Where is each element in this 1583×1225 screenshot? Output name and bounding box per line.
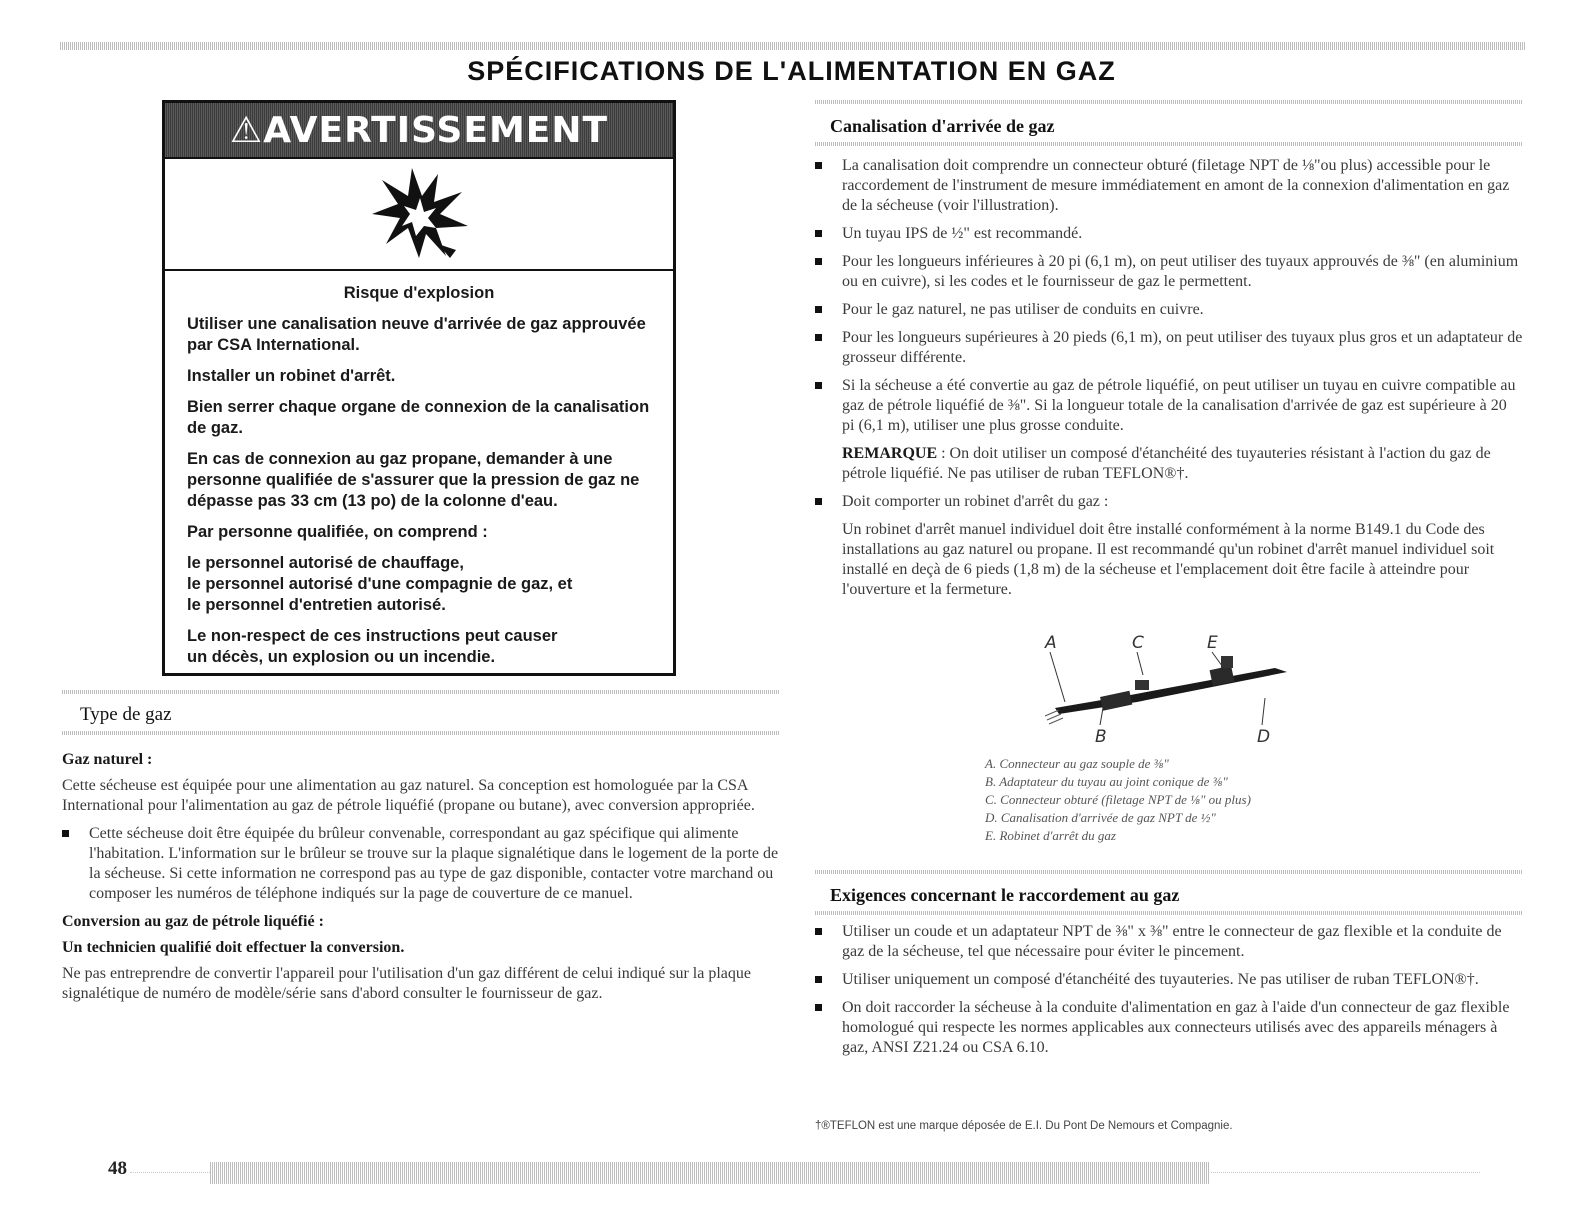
type-gaz-heading: Type de gaz	[80, 704, 172, 725]
diagram-label-d: D	[1257, 727, 1271, 747]
warning-title: ⚠AVERTISSEMENT	[229, 109, 609, 151]
canalisation-list-2	[815, 492, 1523, 512]
warning-line: un décès, un explosion ou un incendie.	[187, 648, 496, 666]
warning-subtitle: Risque d'explosion	[343, 284, 495, 302]
list-item: Doit comporter un robinet d'arrêt du gaz :	[815, 492, 1523, 512]
conversion-heading: Conversion au gaz de pétrole liquéfié :	[62, 913, 324, 930]
section-rule	[815, 100, 1523, 104]
natural-gas-list	[62, 824, 780, 904]
footnote: †®TEFLON est une marque déposée de E.I. Du Pont De Nemours et Compagnie.	[815, 1120, 1233, 1132]
warning-paragraph: Utiliser une canalisation neuve d'arrivée de gaz approuvée par CSA International.	[187, 315, 646, 354]
canalisation-heading: Canalisation d'arrivée de gaz	[830, 116, 1055, 136]
list-item: Utiliser uniquement un composé d'étanchéité des tuyauteries. Ne pas utiliser de ruban TEFLON®†.	[815, 970, 1523, 990]
list-item: Cette sécheuse doit être équipée du brûleur convenable, correspondant au gaz spécifique qui alimente l'habitation. L'information sur le brûleur se trouve sur la plaque signalétique dans le logement de la porte de la sécheuse. Si cette information ne correspond pas au type de gaz disponible, contacter votre marchand ou composer les numéros de téléphone indiqués sur la page de couverture de ce manuel.	[62, 824, 780, 904]
list-item: Pour le gaz naturel, ne pas utiliser de conduits en cuivre.	[815, 300, 1523, 320]
section-rule	[815, 142, 1523, 146]
exigences-list	[815, 922, 1523, 1058]
warning-box	[162, 100, 676, 676]
exigences-section	[815, 922, 1523, 1066]
remarque-text: : On doit utiliser un composé d'étanchéité des tuyauteries résistant à l'action du gaz de pétrole liquéfié. Ne pas utiliser de ruban TEFLON®†.	[842, 445, 1491, 482]
warning-paragraph: Bien serrer chaque organe de connexion de la canalisation de gaz.	[187, 398, 650, 437]
explosion-icon	[165, 157, 673, 271]
list-item: Un tuyau IPS de ½" est recommandé.	[815, 224, 1523, 244]
list-item: Pour les longueurs inférieures à 20 pi (6,1 m), on peut utiliser des tuyaux approuvés de ⅜" (en aluminium ou en cuivre), si les codes et le fournisseur de gaz le permettent.	[815, 252, 1523, 292]
legend-item: E. Robinet d'arrêt du gaz	[985, 828, 1116, 843]
canalisation-section	[815, 156, 1523, 608]
top-decorative-band	[60, 42, 1525, 50]
bottom-decorative-band	[210, 1162, 1210, 1184]
warning-body	[165, 271, 673, 668]
remarque-label: REMARQUE	[842, 445, 938, 462]
warning-line: le personnel autorisé de chauffage,	[187, 554, 464, 572]
robinet-text: Un robinet d'arrêt manuel individuel doit être installé conformément à la norme B149.1 du Code des installations au gaz naturel ou propane. Il est recommandé qu'un robinet d'arrêt manuel individuel soit installé en deçà de 6 pieds (1,8 m) de la sécheuse et l'emplacement doit être facile à atteindre pour l'ouverture et la fermeture.	[842, 521, 1495, 598]
diagram-legend	[985, 755, 1251, 845]
conversion-subheading: Un technicien qualifié doit effectuer la conversion.	[62, 939, 405, 956]
conversion-text: Ne pas entreprendre de convertir l'appareil pour l'utilisation d'un gaz différent de celui indiqué sur la plaque signalétique de numéro de modèle/série sans d'abord consulter le fournisseur de gaz.	[62, 965, 751, 1002]
list-item: La canalisation doit comprendre un connecteur obturé (filetage NPT de ⅛"ou plus) accessible pour le raccordement de l'instrument de mesure immédiatement en amont de la connexion d'alimentation en gaz de la sécheuse (voir l'illustration).	[815, 156, 1523, 216]
diagram-label-c: C	[1132, 633, 1144, 653]
remarque-note	[815, 444, 1523, 484]
type-gaz-section	[62, 744, 780, 1012]
section-rule	[62, 731, 780, 735]
legend-item: D. Canalisation d'arrivée de gaz NPT de ½"	[985, 810, 1216, 825]
exigences-heading: Exigences concernant le raccordement au gaz	[830, 885, 1180, 905]
natural-gas-text: Cette sécheuse est équipée pour une alimentation au gaz naturel. Sa conception est homologuée par la CSA International pour l'alimentation au gaz de pétrole liquéfié (propane ou butane), avec conversion appropriée.	[62, 777, 755, 814]
warning-paragraph: Par personne qualifiée, on comprend :	[187, 523, 488, 541]
page-number: 48	[108, 1158, 127, 1179]
legend-item: C. Connecteur obturé (filetage NPT de ⅛" ou plus)	[985, 792, 1251, 807]
list-item: Pour les longueurs supérieures à 20 pieds (6,1 m), on peut utiliser des tuyaux plus gros et un adaptateur de grosseur différente.	[815, 328, 1523, 368]
section-rule	[815, 911, 1523, 915]
list-item: On doit raccorder la sécheuse à la conduite d'alimentation en gaz à l'aide d'un connecteur de gaz flexible homologué qui respecte les normes applicables aux connecteurs utilisés avec des appareils ménagers à gaz, ANSI Z21.24 ou CSA 6.10.	[815, 998, 1523, 1058]
page-title: SPÉCIFICATIONS DE L'ALIMENTATION EN GAZ	[467, 56, 1116, 86]
diagram-label-a: A	[1045, 633, 1057, 653]
list-item: Si la sécheuse a été convertie au gaz de pétrole liquéfié, on peut utiliser un tuyau en cuivre compatible au gaz de pétrole liquéfié de ⅜". Si la longueur totale de la canalisation d'arrivée de gaz est supérieure à 20 pi (6,1 m), utiliser une plus grosse conduite.	[815, 376, 1523, 436]
diagram-label-e: E	[1207, 633, 1218, 653]
legend-item: A. Connecteur au gaz souple de ⅜"	[985, 756, 1169, 771]
diagram-label-b: B	[1095, 727, 1107, 747]
warning-paragraph: Installer un robinet d'arrêt.	[187, 367, 396, 385]
natural-gas-heading: Gaz naturel :	[62, 751, 153, 768]
warning-header	[165, 103, 673, 157]
gas-connection-diagram	[1025, 630, 1325, 750]
warning-line: le personnel autorisé d'une compagnie de gaz, et	[187, 575, 573, 593]
warning-line: Le non-respect de ces instructions peut causer	[187, 627, 558, 645]
legend-item: B. Adaptateur du tuyau au joint conique de ⅜"	[985, 774, 1228, 789]
section-rule	[62, 690, 780, 694]
canalisation-list	[815, 156, 1523, 436]
warning-paragraph: En cas de connexion au gaz propane, demander à une personne qualifiée de s'assurer que la pression de gaz ne dépasse pas 33 cm (13 po) de la colonne d'eau.	[187, 450, 640, 510]
list-item: Utiliser un coude et un adaptateur NPT de ⅜" x ⅜" entre le connecteur de gaz flexible et la conduite de gaz de la sécheuse, tel que nécessaire pour éviter le pincement.	[815, 922, 1523, 962]
section-rule	[815, 870, 1523, 874]
warning-line: le personnel d'entretien autorisé.	[187, 596, 446, 614]
